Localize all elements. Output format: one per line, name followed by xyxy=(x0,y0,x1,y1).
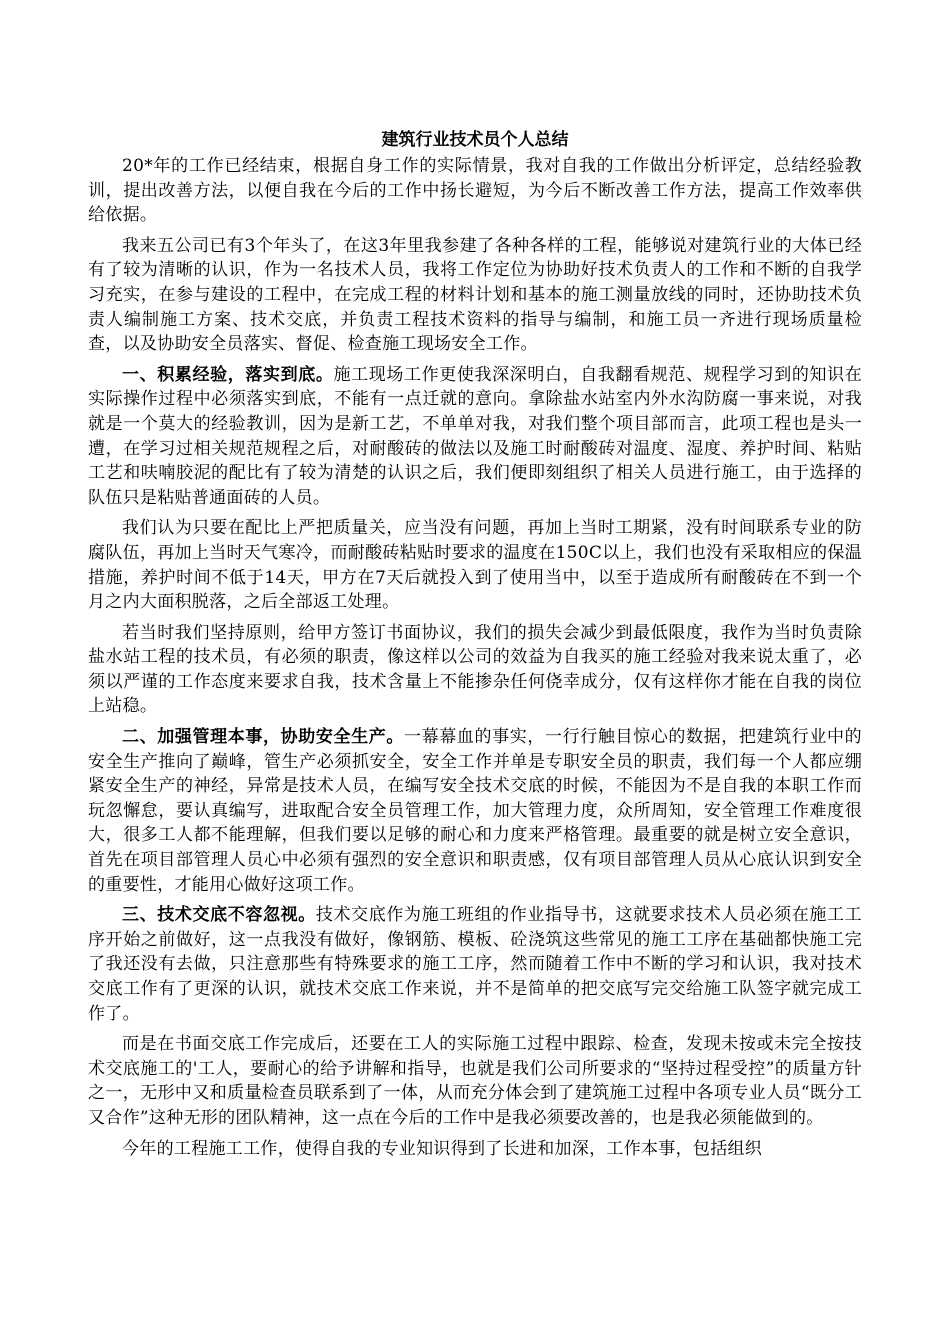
document-title: 建筑行业技术员个人总结 xyxy=(381,130,569,150)
section-heading: 三、技术交底不容忽视。 xyxy=(122,905,316,926)
paragraph-text: 我来五公司已有3个年头了，在这3年里我参建了各种各样的工程，能够说对建筑行业的大体已经有了较为清晰的认识，作为一名技术人员，我将工作定位为协助好技术负责人的工作和不断的自我学习充实，在参与建设的工程中，在完成工程的材料计划和基本的施工测量放线的同时，还协助技术负责人编制施工方案、技术交底，并负责工程技术资料的指导与编制，和施工员一齐进行现场质量检查，以及协助安全员落实、督促、检查施工现场安全工作。 xyxy=(88,235,862,355)
paragraph-section-1 xyxy=(88,363,862,511)
paragraph-text: 技术交底作为施工班组的作业指导书，这就要求技术人员必须在施工工序开始之前做好，这一点我没有做好，像钢筋、模板、砼浇筑这些常见的施工工序在基础都快施工完了我还没有去做，只注意那些有特殊要求的施工工序，然而随着工作中不断的学习和认识，我对技术交底工作有了更深的认识，就技术交底工作来说，并不是简单的把交底写完交给施工队签字就完成工作了。 xyxy=(88,905,862,1024)
section-heading: 一、积累经验，落实到底。 xyxy=(122,364,334,385)
paragraph-background xyxy=(88,234,862,357)
paragraph-text: 20*年的工作已经结束，根据自身工作的实际情景，我对自我的工作做出分析评定，总结经验教训，提出改善方法，以便自我在今后的工作中扬长避短，为今后不断改善工作方法，提高工作效率供给依据。 xyxy=(88,156,862,226)
paragraph-text: 而是在书面交底工作完成后，还要在工人的实际施工过程中跟踪、检查，发现未按或未完全按技术交底施工的'工人，要耐心的给予讲解和指导，也就是我们公司所要求的“坚持过程受控”的质量方针之一，无形中又和质量检查员联系到了一体，从而充分体会到了建筑施工过程中各项专业人员“既分工又合作”这种无形的团队精神，这一点在今后的工作中是我必须要改善的，也是我必须能做到的。 xyxy=(88,1034,862,1128)
paragraph-section-3 xyxy=(88,903,862,1026)
paragraph-text: 我们认为只要在配比上严把质量关，应当没有问题，再加上当时工期紧，没有时间联系专业的防腐队伍，再加上当时天气寒冷，而耐酸砖粘贴时要求的温度在150C以上，我们也没有采取相应的保温措施，养护时间不低于14天，甲方在7天后就投入到了使用当中，以至于造成所有耐酸砖在不到一个月之内大面积脱落，之后全部返工处理。 xyxy=(88,518,862,613)
paragraph-closing xyxy=(88,1137,862,1162)
paragraph-section-3-continued xyxy=(88,1032,862,1130)
paragraph-text: 若当时我们坚持原则，给甲方签订书面协议，我们的损失会减少到最低限度，我作为当时负责除盐水站工程的技术员，有必须的职责，像这样以公司的效益为自我买的施工经验对我来说太重了，必须以严谨的工作态度来要求自我，技术含量上不能掺杂任何侥幸成分，仅有这样你才能在自我的岗位上站稳。 xyxy=(88,622,862,717)
document-page xyxy=(88,128,862,1167)
paragraph-text: 一幕幕血的事实，一行行触目惊心的数据，把建筑行业中的安全生产推向了巅峰，管生产必须抓安全，安全工作并单是专职安全员的职责，我们每一个人都应绷紧安全生产的神经，异常是技术人员，在编写安全技术交底的时候，不能因为不是自我的本职工作而玩忽懈怠，要认真编写，进取配合安全员管理工作，加大管理力度，众所周知，安全管理工作难度很大，很多工人都不能理解，但我们要以足够的耐心和力度来严格管理。最重要的就是树立安全意识，首先在项目部管理人员心中必须有强烈的安全意识和职责感，仅有项目部管理人员从心底认识到安全的重要性，才能用心做好这项工作。 xyxy=(88,727,862,895)
paragraph-section-1-lesson xyxy=(88,621,862,719)
paragraph-section-2 xyxy=(88,725,862,897)
section-heading: 二、加强管理本事，协助安全生产。 xyxy=(122,727,405,748)
paragraph-intro xyxy=(88,154,862,228)
paragraph-text: 施工现场工作更使我深深明白，自我翻看规范、规程学习到的知识在实际操作过程中必须落实到底，不能有一点迁就的意向。拿除盐水站室内外水沟防腐一事来说，对我就是一个莫大的经验教训，因为是新工艺，不单单对我，对我们整个项目部而言，此项工程也是头一遭，在学习过相关规范规程之后，对耐酸砖的做法以及施工时耐酸砖对温度、湿度、养护时间、粘贴工艺和呋喃胶泥的配比有了较为清楚的认识之后，我们便即刻组织了相关人员进行施工，由于选择的队伍只是粘贴普通面砖的人员。 xyxy=(88,364,863,508)
paragraph-text: 今年的工程施工工作，使得自我的专业知识得到了长进和加深，工作本事，包括组织 xyxy=(122,1138,763,1159)
paragraph-section-1-continued xyxy=(88,516,862,614)
